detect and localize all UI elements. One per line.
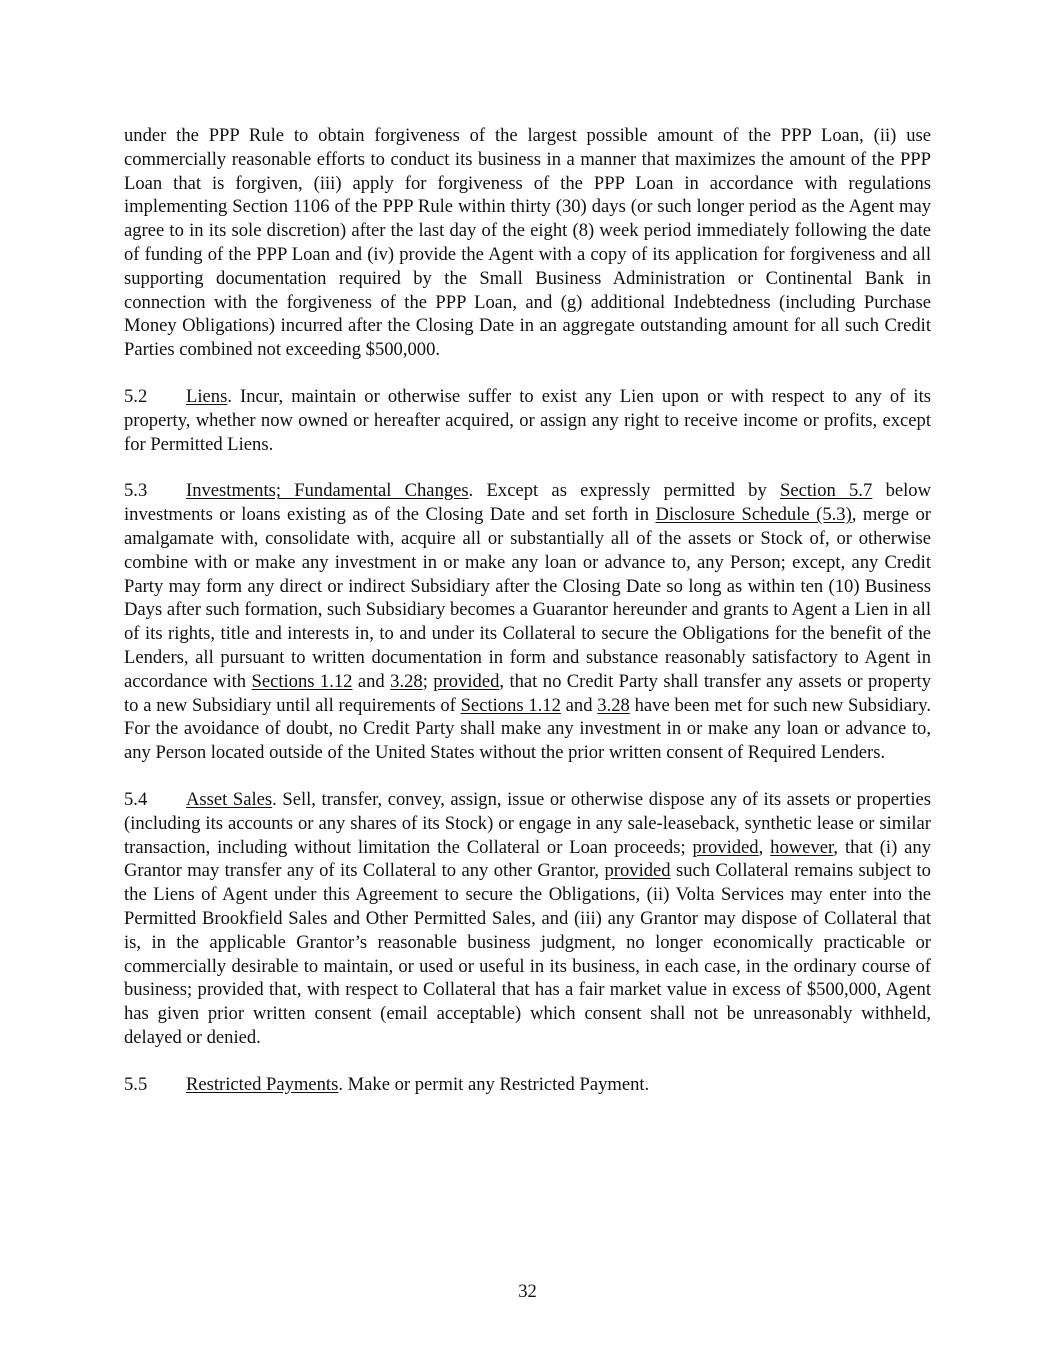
proviso-term: provided	[692, 836, 759, 858]
section-text: and	[352, 670, 391, 692]
section-5-3	[124, 479, 931, 765]
section-heading: Restricted Payments	[186, 1073, 339, 1095]
section-5-2	[124, 385, 931, 456]
proviso-term: however	[770, 836, 834, 858]
section-number: 5.2	[124, 385, 148, 407]
section-text: such Collateral remains subject to the Liens of Agent under this Agreement to secure the Obligations, (ii) Volta Services may enter into the Permitted Brookfield Sales and Other Permitted Sales, and (iii) any Grantor may dispose of Collateral that is, in the applicable Grantor’s reasonable business judgment, no longer economically practicable or commercially desirable to maintain, or used or useful in its business, in each case, in the ordinary course of business; provided that, with respect to Collateral that has a fair market value in excess of $500,000, Agent has given prior written consent (email acceptable) which consent shall not be unreasonably withheld, delayed or denied.	[124, 860, 931, 1048]
section-heading: Investments; Fundamental Changes	[186, 480, 469, 502]
section-heading: Asset Sales	[186, 788, 273, 810]
section-number: 5.4	[124, 788, 148, 810]
section-number: 5.3	[124, 480, 148, 502]
cross-reference: 3.28	[390, 670, 423, 692]
cross-reference: Sections 1.12	[460, 694, 561, 716]
section-number: 5.5	[124, 1073, 148, 1095]
section-text: . Incur, maintain or otherwise suffer to exist any Lien upon or with respect to any of its property, whether now owned or hereafter acquired, or assign any right to receive income or profits, except for Permitted Liens.	[124, 385, 931, 455]
section-text: below investments or loans existing as of the Closing Date and set forth in	[124, 480, 932, 526]
cross-reference: 3.28	[597, 694, 630, 716]
section-text: . Make or permit any Restricted Payment.	[338, 1073, 650, 1095]
proviso-term: provided	[604, 860, 671, 882]
section-text: have been met for such new Subsidiary. For the avoidance of doubt, no Credit Party shall make any investment in or make any loan or advance to, any Person located outside of the United States without the prior written consent of Required Lenders.	[124, 694, 931, 764]
proviso-term: provided	[433, 670, 500, 692]
section-text: and	[560, 694, 598, 716]
section-text: . Sell, transfer, convey, assign, issue or otherwise dispose any of its assets or properties (including its accounts or any shares of its Stock) or engage in any sale-leaseback, synthetic lease or similar transaction, including without limitation the Collateral or Loan proceeds;	[124, 788, 932, 858]
cross-reference: Section 5.7	[780, 480, 873, 502]
section-heading: Liens	[186, 385, 228, 407]
section-5-4	[124, 788, 931, 1050]
section-5-5	[124, 1073, 931, 1097]
section-text: . Except as expressly permitted by	[468, 480, 781, 502]
page-number: 32	[518, 1281, 537, 1302]
section-text: , that no Credit Party shall transfer any assets or property to a new Subsidiary until all requirements of	[124, 670, 932, 716]
cross-reference: Disclosure Schedule (5.3)	[655, 504, 852, 526]
document-page	[124, 124, 931, 1119]
paragraph-continuation	[124, 124, 931, 362]
section-text: , merge or amalgamate with, consolidate with, acquire all or substantially all of the assets or Stock of, or otherwise combine with or make any investment in or make any loan or advance to, any Person; except, any Credit Party may form any direct or indirect Subsidiary after the Closing Date so long as within ten (10) Business Days after such formation, such Subsidiary becomes a Guarantor hereunder and grants to Agent a Lien in all of its rights, title and interests in, to and under its Collateral to secure the Obligations for the benefit of the Lenders, all pursuant to written documentation in form and substance reasonably satisfactory to Agent in accordance with	[124, 504, 931, 692]
cross-reference: Sections 1.12	[251, 670, 353, 692]
section-text: ,	[758, 836, 771, 858]
section-text: , that (i) any Grantor may transfer any of its Collateral to any other Grantor,	[124, 836, 931, 882]
section-text: ;	[422, 670, 434, 692]
paragraph-text: under the PPP Rule to obtain forgiveness of the largest possible amount of the PPP Loan, (ii) use commercially reasonable efforts to conduct its business in a manner that maximizes the amount of the PPP Loan that is forgiven, (iii) apply for forgiveness of the PPP Loan in accordance with regulations implementing Section 1106 of the PPP Rule within thirty (30) days (or such longer period as the Agent may agree to in its sole discretion) after the last day of the eight (8) week period immediately following the date of funding of the PPP Loan and (iv) provide the Agent with a copy of its application for forgiveness and all supporting documentation required by the Small Business Administration or Continental Bank in connection with the forgiveness of the PPP Loan, and (g) additional Indebtedness (including Purchase Money Obligations) incurred after the Closing Date in an aggregate outstanding amount for all such Credit Parties combined not exceeding $500,000.	[124, 125, 931, 361]
